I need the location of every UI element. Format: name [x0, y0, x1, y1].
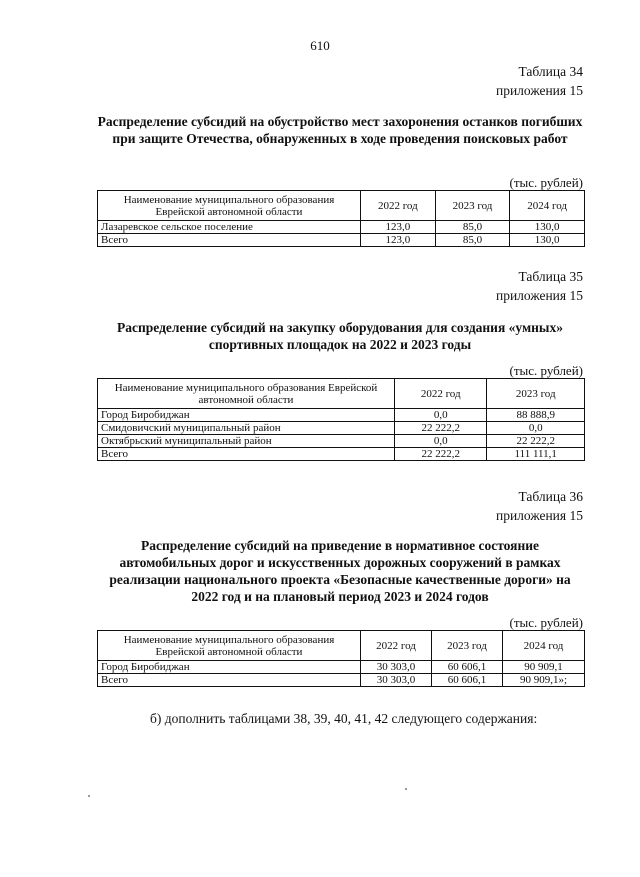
- header-name-cell: Наименование муниципального образования Еврейской автономной области: [98, 631, 361, 661]
- row-name-cell: Смидовичский муниципальный район: [98, 422, 395, 435]
- table-row: [98, 448, 585, 461]
- table-row: [98, 422, 585, 435]
- row-name-cell: Всего: [98, 234, 361, 247]
- value-cell: 85,0: [435, 234, 510, 247]
- value-cell: 85,0: [435, 221, 510, 234]
- value-cell: 123,0: [361, 221, 436, 234]
- table-row: [98, 409, 585, 422]
- row-name-cell: Лазаревское сельское поселение: [98, 221, 361, 234]
- row-name-cell: Всего: [98, 674, 361, 687]
- table-label-line2: приложения 15: [495, 508, 583, 523]
- value-cell: 60 606,1: [431, 661, 502, 674]
- value-cell: 22 222,2: [395, 422, 487, 435]
- table-35: [97, 378, 585, 461]
- value-cell: 0,0: [395, 435, 487, 448]
- table-36-unit: (тыс. рублей): [509, 615, 583, 630]
- value-cell: 90 909,1: [502, 661, 584, 674]
- value-cell: 0,0: [395, 409, 487, 422]
- table-row: [98, 674, 585, 687]
- header-year-cell: 2022 год: [395, 379, 487, 409]
- table-36: [97, 630, 585, 687]
- value-cell: 60 606,1: [431, 674, 502, 687]
- table-34: [97, 190, 585, 247]
- scan-speck: [405, 788, 407, 790]
- row-name-cell: Город Биробиджан: [98, 409, 395, 422]
- table-35-unit: (тыс. рублей): [509, 363, 583, 378]
- value-cell: 111 111,1: [487, 448, 585, 461]
- footer-text: б) дополнить таблицами 38, 39, 40, 41, 42 следующего содержания:: [150, 711, 538, 726]
- table-label-line1: Таблица 34: [518, 64, 583, 79]
- table-35-title: Распределение субсидий на закупку оборудования для создания «умных» спортивных площадок на 2022 и 2023 годы: [117, 320, 563, 352]
- value-cell: 30 303,0: [361, 674, 432, 687]
- header-year-cell: 2024 год: [502, 631, 584, 661]
- value-cell: 22 222,2: [487, 435, 585, 448]
- table-34-unit: (тыс. рублей): [509, 175, 583, 190]
- header-year-cell: 2023 год: [431, 631, 502, 661]
- table-label-line2: приложения 15: [495, 83, 583, 98]
- table-row: [98, 661, 585, 674]
- table-35-label: [496, 267, 583, 305]
- table-34-label: [496, 62, 583, 100]
- scan-speck: [88, 795, 90, 797]
- value-cell: 88 888,9: [487, 409, 585, 422]
- table-row: [98, 234, 585, 247]
- value-cell: 22 222,2: [395, 448, 487, 461]
- table-label-line2: приложения 15: [495, 288, 583, 303]
- table-header-row: [98, 191, 585, 221]
- row-name-cell: Октябрьский муниципальный район: [98, 435, 395, 448]
- value-cell: 130,0: [510, 221, 585, 234]
- table-34-title: Распределение субсидий на обустройство мест захоронения останков погибших при защите Отечества, обнаруженных в ходе проведения поисковых работ: [97, 114, 583, 146]
- header-year-cell: 2023 год: [487, 379, 585, 409]
- header-year-cell: 2022 год: [361, 631, 432, 661]
- value-cell: 130,0: [510, 234, 585, 247]
- row-name-cell: Всего: [98, 448, 395, 461]
- table-row: [98, 221, 585, 234]
- table-36-label: [496, 487, 583, 525]
- table-label-line1: Таблица 36: [518, 489, 583, 504]
- value-cell: 0,0: [487, 422, 585, 435]
- table-row: [98, 435, 585, 448]
- table-label-line1: Таблица 35: [518, 269, 583, 284]
- header-year-cell: 2024 год: [510, 191, 585, 221]
- header-name-cell: Наименование муниципального образования Еврейской автономной области: [98, 379, 395, 409]
- table-header-row: [98, 631, 585, 661]
- header-year-cell: 2022 год: [361, 191, 436, 221]
- value-cell: 90 909,1»;: [502, 674, 584, 687]
- header-name-cell: Наименование муниципального образования Еврейской автономной области: [98, 191, 361, 221]
- row-name-cell: Город Биробиджан: [98, 661, 361, 674]
- value-cell: 123,0: [361, 234, 436, 247]
- page-number: 610: [310, 38, 330, 53]
- table-36-title: Распределение субсидий на приведение в нормативное состояние автомобильных дорог и искусственных дорожных сооружений в рамках реализации национального проекта «Безопасные качественные дороги» на 2022 год и на плановый период 2023 и 2024 годов: [109, 538, 571, 604]
- header-year-cell: 2023 год: [435, 191, 510, 221]
- value-cell: 30 303,0: [361, 661, 432, 674]
- table-header-row: [98, 379, 585, 409]
